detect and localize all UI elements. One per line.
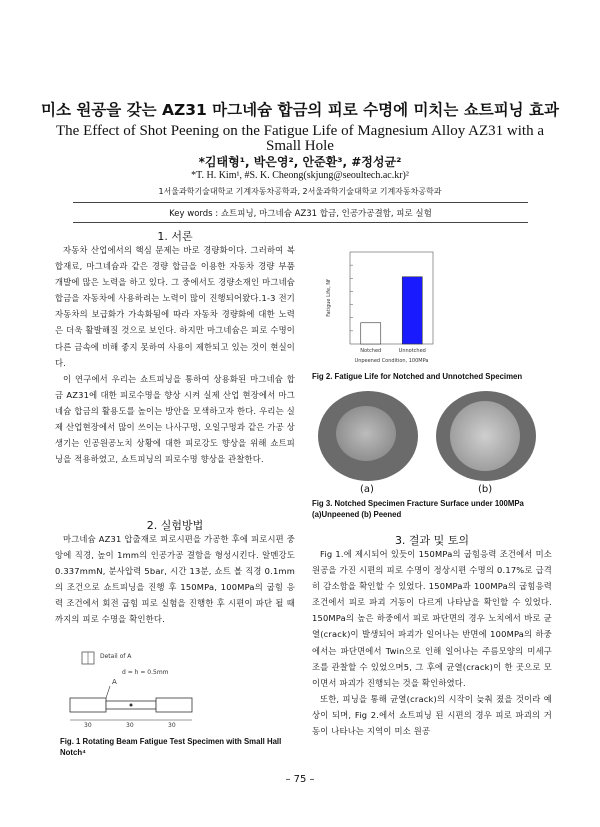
introduction-paragraph-2: 이 연구에서 우리는 쇼트피닝을 통하여 상용화된 마그네슘 합금 AZ31에 대한 피로수명을 향상 시켜 실제 산업 현장에서 마그네슘 합금의 활용도를 높이는 방안을 모색하고자 한다. 우리는 실제 산업현장에서 많이 쓰이는 나사구멍, 오일구멍과 같은 가공 상 생기는 인공원공노치 상황에 대한 피로강도 향상을 위해 쇼트피닝을 적용하였고, 쇼트피닝의 피로수명 향상을 관찰한다.	[55, 373, 295, 465]
introduction-paragraph-1: 자동차 산업에서의 핵심 문제는 바로 경량화이다. 그러하여 복합재료, 마그네슘과 같은 경량 합금을 이용한 자동차 경량 부품 개발에 많은 노력을 하고 있다. 그 중에서도 경량소재인 마그네슘 합금을 자동차에 사용하려는 노력이 많이 진행되어왔다.1-3 전기자동차의 보급화가 가속화됨에 따라 자동차 경량화에 대한 노력은 더욱 활발해질 것으로 보인다. 하지만 마그네슘은 피로 수명이 다른 금속에 비해 좋지 못하여 사용이 제한되고 있는 것이 현실이다.	[55, 245, 295, 368]
x-tick-label-unnotched: Unnotched	[398, 348, 426, 354]
dimension-left: 30	[84, 722, 92, 729]
fracture-photo-peened	[436, 391, 536, 481]
dimension-middle: 30	[126, 722, 134, 729]
x-axis-label: Unpeened Condition, 100MPa	[354, 358, 429, 364]
dimension-label: d = h = 0.5mm	[122, 669, 169, 676]
figure-1-caption: Fig. 1 Rotating Beam Fatigue Test Specimen with Small Hall Notch⁴	[60, 737, 282, 757]
fatigue-life-chart	[318, 242, 548, 367]
authors-korean: *김태형¹, 박은영², 안준환³, #정성균²	[198, 155, 402, 169]
authors-english: *T. H. Kim¹, #S. K. Cheong(skjung@seoultech.ac.kr)²	[191, 170, 409, 181]
introduction-body	[55, 242, 295, 467]
figure-2-caption: Fig 2. Fatigue Life for Notched and Unnotched Specimen	[312, 372, 523, 381]
keywords: Key words : 쇼트피닝, 마그네슘 AZ31 합금, 인공가공결함, 피로 실험	[169, 209, 432, 219]
fracture-photo-unpeened	[318, 391, 418, 481]
point-a-label: A	[112, 678, 117, 686]
paper-title-english: The Effect of Shot Peening on the Fatigue Life of Magnesium Alloy AZ31 with a Small Hole	[56, 123, 544, 154]
keywords-bottom-rule	[73, 222, 528, 223]
bar-unnotched	[402, 277, 422, 344]
detail-label: Detail of A	[100, 653, 132, 660]
results-body	[312, 546, 552, 739]
photo-label-b: (b)	[478, 484, 493, 495]
results-paragraph-1: Fig 1.에 제시되어 있듯이 150MPa의 굽힘응력 조건에서 미소 원공을 가진 시편의 피로 수명이 정상시편 수명의 0.17%로 급격히 감소함을 확인할 수 있었다. 150MPa과 100MPa의 굽힘응력 조건에서 피로 파괴 거동이 다르게 나타남을 확인할 수 있었다. 150MPa의 높은 하중에서 피로 파단면의 경우 노치에서 바로 균열(crack)이 발생되어 파괴가 일어나는 반면에 100MPa의 하중에서는 파단면에서 Twin으로 인해 일어나는 주름모양의 미세구조를 관찰할 수 있었으며5, 그 후에 균열(crack)이 한 곳으로 모이면서 파괴가 진행되는 것을 확인하였다.	[312, 549, 552, 688]
paper-title-korean: 미소 원공을 갖는 AZ31 마그네슘 합금의 피로 수명에 미치는 쇼트피닝 효과	[40, 101, 559, 119]
specimen-drawing	[60, 646, 260, 731]
section-title-method: 2. 실험방법	[146, 519, 204, 532]
section-title-introduction: 1. 서론	[157, 230, 193, 243]
page-number: – 75 –	[285, 774, 315, 785]
section-title-results: 3. 결과 및 토의	[394, 534, 470, 547]
y-axis-label: Fatigue Life, Nf	[326, 279, 332, 317]
results-paragraph-2: 또한, 피닝을 통해 균열(crack)의 시작이 늦춰 졌을 것이라 예상이 되며, Fig 2.에서 쇼트피닝 된 시편의 경우 피로 파괴의 거동이 나타나는 지역이 미소 원공	[312, 693, 552, 737]
method-paragraph-1: 마그네슘 AZ31 압출재로 피로시편을 가공한 후에 피로시편 중앙에 직경, 높이 1mm의 인공가공 결함을 형성시킨다. 알멘강도 0.337mmN, 분사압력 5bar, 시간 13분, 쇼트 볼 직경 0.1mm 의 조건으로 쇼트피닝을 진행 후 150MPa, 100MPa의 굽힘 응력 조건에서 회전 굽힘 피로 실험을 진행한 후 시편이 파단 될 때까지의 피로 수명을 확인한다.	[55, 534, 295, 625]
dimension-right: 30	[168, 722, 176, 729]
x-tick-label-notched: Notched	[360, 348, 382, 354]
keywords-top-rule	[73, 202, 528, 203]
method-body	[55, 531, 295, 628]
figure-3-caption: Fig 3. Notched Specimen Fracture Surface under 100MPa (a)Unpeened (b) Peened	[312, 499, 524, 519]
affiliation: 1서울과학기술대학교 기계자동차공학과, 2서울과학기술대학교 기계자동차공학과	[158, 187, 442, 196]
bar-notched	[361, 323, 381, 344]
photo-label-a: (a)	[360, 484, 374, 495]
